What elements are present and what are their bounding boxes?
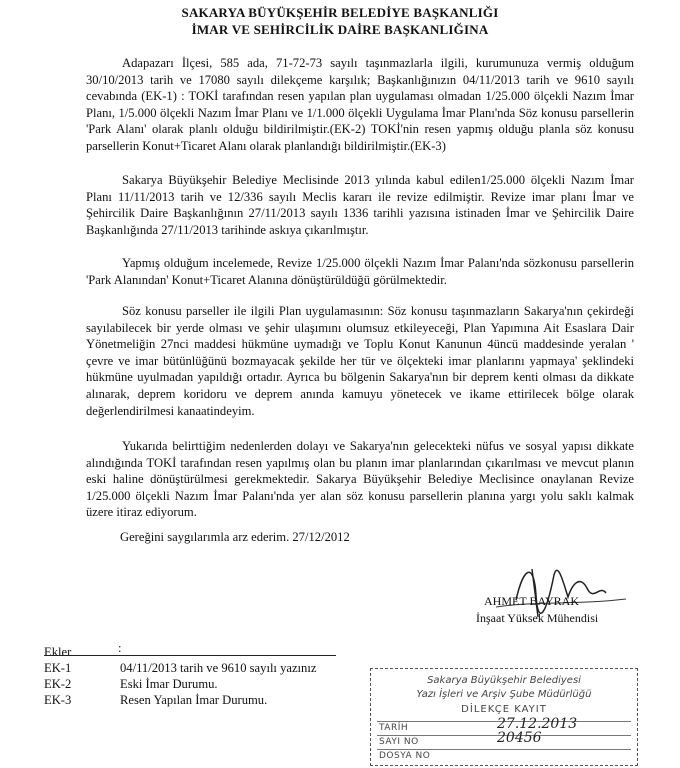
attachments-label: Ekler [44,645,72,659]
attachment-code: EK-3 [44,693,72,707]
stamp-line-1: Sakarya Büyükşehir Belediyesi [427,675,581,686]
attachment-code: EK-1 [44,661,72,675]
paragraph-5: Yukarıda belirttiğim nedenlerden dolayı ve Sakarya'nın gelecekteki nüfus ve sosyal yapısı dikkate alındığında TOKİ tarafından resen yapılmış olan bu planın imar planlarından çıkarılması ve mevcut planın eski haline dönüştürülmesi gerekmektedir. Sakarya Büyükşehir Belediye Meclisince onaylanan Revize 1/25.000 ölçekli Nazım İmar Palanı'nda yer alan söz konusu parsellerin planına yargı yolu saklı kalmak üzere itiraz ediyorum. [86,439,634,520]
stamp-row-value: 20456 [497,730,542,746]
signer-name: AHMET BAYRAK [484,594,580,608]
attachment-desc: 04/11/2013 tarih ve 9610 sayılı yazınız [120,661,317,675]
paragraph-1: Adapazarı İlçesi, 585 ada, 71-72-73 sayılı taşınmazlarla ilgili, kurumunuza vermiş olduğum 30/10/2013 tarih ve 17080 sayılı dilekçeme karşılık; Başkanlığınızın 04/11/2013 tarih ve 9610 sayılı cevabında (EK-1) : TOKİ tarafından resen yapılan plan uygulaması olmadan 1/25.000 ölçekli Nazım İmar Planı, 1/5.000 ölçekli Nazım İmar Planı ve 1/1.000 ölçekli Uygulama İmar Planı'nda Söz konusu parsellerin 'Park Alanı' olarak planlı olduğu bildirilmiştir.(EK-2) TOKİ'nin resen yapmış olduğu planla söz konusu parsellerin Konut+Ticaret Alanı olarak planlandığı bildirilmiştir.(EK-3) [86,56,634,153]
attachment-code: EK-2 [44,677,72,691]
stamp-line-2: Yazı İşleri ve Arşiv Şube Müdürlüğü [416,689,592,700]
header-line-1: SAKARYA BÜYÜKŞEHİR BELEDİYE BAŞKANLIĞI [181,5,499,20]
registry-stamp [370,668,638,766]
paragraph-3: Yapmış olduğum incelemede, Revize 1/25.000 ölçekli Nazım İmar Palanı'nda sözkonusu parsellerin 'Park Alanından' Konut+Ticaret Alanına dönüştürüldüğü görülmektedir. [86,256,634,287]
attachments-colon: : [118,641,122,655]
paragraph-2: Sakarya Büyükşehir Belediye Meclisinde 2013 yılında kabul edilen1/25.000 ölçekli Nazım İmar Planı 11/11/2013 tarih ve 12/336 sayılı Meclis kararı ile revize edilmiştir. Revize imar planı İmar ve Şehircilik Daire Başkanlığının 27/11/2013 sayılı 1336 tarihli yazısına istinaden İmar ve Şehircilik Daire Başkanlığında 27/11/2013 tarihinde askıya çıkarılmıştır. [86,173,634,237]
stamp-row-label: DOSYA NO [379,751,431,761]
attachments-divider [44,655,336,656]
paragraph-4: Söz konusu parseller ile ilgili Plan uygulamasının: Söz konusu taşınmazların Sakarya'nın çekirdeği sayılabilecek bir yerde olması ve şehir ulaşımını olumsuz etkileyeceği, Plan Yapımına Ait Esaslara Dair Yönetmeliğin 27nci maddesi hükmüne uymadığı ve Toplu Konut Kanunun 4üncü maddesinde yeralan ' çevre ve imar bütünlüğünü bozmayacak şekilde her tür ve ölçekteki imar planlarını yapmaya' şeklindeki hükmüne uyulmadan yapıldığı ortadır. Ayrıca bu bölgenin Sakarya'nın bir deprem kenti olması da dikkate alınarak, deprem koridoru ve deprem anında kamuyu yönetecek ve ikame ettirilecek bölge olarak değerlendirilmesi kanaatindeyim. [86,304,634,418]
stamp-row-value: 27.12.2013 [497,716,578,732]
stamp-row-label: TARİH [379,723,409,733]
stamp-row-label: SAYI NO [379,737,419,747]
header-line-2: İMAR VE SEHİRCİLİK DAİRE BAŞKANLIĞINA [191,22,489,37]
attachment-desc: Resen Yapılan İmar Durumu. [120,693,268,707]
stamp-row-file [377,749,631,764]
stamp-line-3: DİLEKÇE KAYIT [461,704,547,715]
stamp-row-number [377,730,631,750]
attachment-desc: Eski İmar Durumu. [120,677,218,691]
closing-line: Gereğini saygılarımla arz ederim. 27/12/2012 [120,530,350,544]
signer-title: İnşaat Yüksek Mühendisi [476,611,599,625]
